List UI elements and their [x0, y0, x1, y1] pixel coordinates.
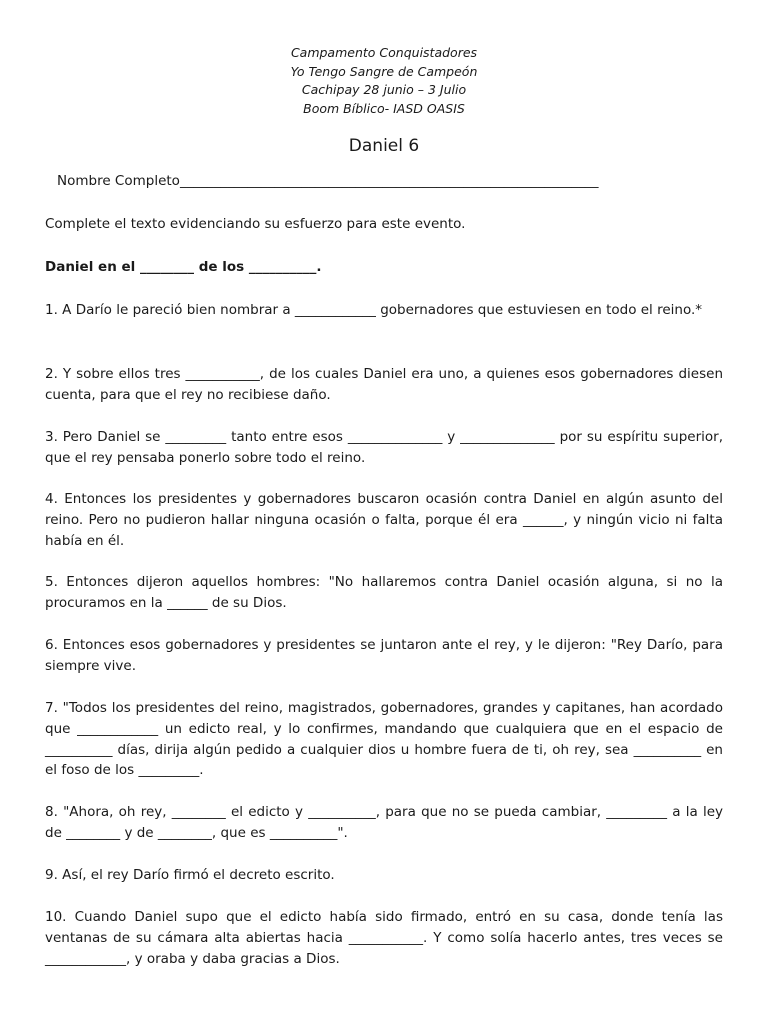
header-line-church: Boom Bíblico- IASD OASIS	[303, 100, 465, 116]
question-5: 5. Entonces dijeron aquellos hombres: "No hallaremos contra Daniel ocasión alguna, si no la procuramos en la ______ de su Dios.	[45, 574, 723, 611]
header-line-dates: Cachipay 28 junio – 3 Julio	[301, 82, 467, 97]
question-1: 1. A Darío le pareció bien nombrar a ____________ gobernadores que estuviesen en todo el reino.*	[45, 302, 703, 318]
document-header	[0, 44, 768, 118]
document-title: Daniel 6	[348, 136, 420, 156]
name-field-line: Nombre Completo______________________________________________________________	[57, 173, 599, 189]
question-6: 6. Entonces esos gobernadores y presidentes se juntaron ante el rey, y le dijeron: "Rey Darío, para siempre vive.	[45, 637, 723, 674]
question-3: 3. Pero Daniel se _________ tanto entre esos ______________ y ______________ por su espíritu superior, que el rey pensaba ponerlo sobre todo el reino.	[45, 429, 723, 466]
header-line-camp: Campamento Conquistadores	[290, 45, 478, 60]
question-9: 9. Así, el rey Darío firmó el decreto escrito.	[45, 867, 335, 883]
question-7: 7. "Todos los presidentes del reino, magistrados, gobernadores, grandes y capitanes, han acordado que ____________ un edicto real, y lo confirmes, mandando que cualquiera que en el espacio de __________ días, dirija algún pedido a cualquier dios u hombre fuera de ti, oh rey, sea __________ en el foso de los _________.	[45, 700, 723, 779]
question-10: 10. Cuando Daniel supo que el edicto había sido firmado, entró en su casa, donde tenía las ventanas de su cámara alta abiertas hacia ___________. Y como solía hacerlo antes, tres veces se ____________, y oraba y daba gracias a Dios.	[45, 909, 723, 967]
header-line-motto: Yo Tengo Sangre de Campeón	[290, 63, 478, 79]
question-8: 8. "Ahora, oh rey, ________ el edicto y __________, para que no se pueda cambiar, _________ a la ley de ________ y de ________, que es __________".	[45, 804, 723, 841]
question-4: 4. Entonces los presidentes y gobernadores buscaron ocasión contra Daniel en algún asunto del reino. Pero no pudieron hallar ninguna ocasión o falta, porque él era ______, y ningún vicio ni falta había en él.	[45, 491, 723, 549]
question-2: 2. Y sobre ellos tres ___________, de los cuales Daniel era uno, a quienes esos gobernadores diesen cuenta, para que el rey no recibiese daño.	[45, 366, 723, 403]
instruction-text: Complete el texto evidenciando su esfuerzo para este evento.	[45, 216, 466, 232]
section-subtitle: Daniel en el ________ de los __________.	[45, 259, 322, 275]
